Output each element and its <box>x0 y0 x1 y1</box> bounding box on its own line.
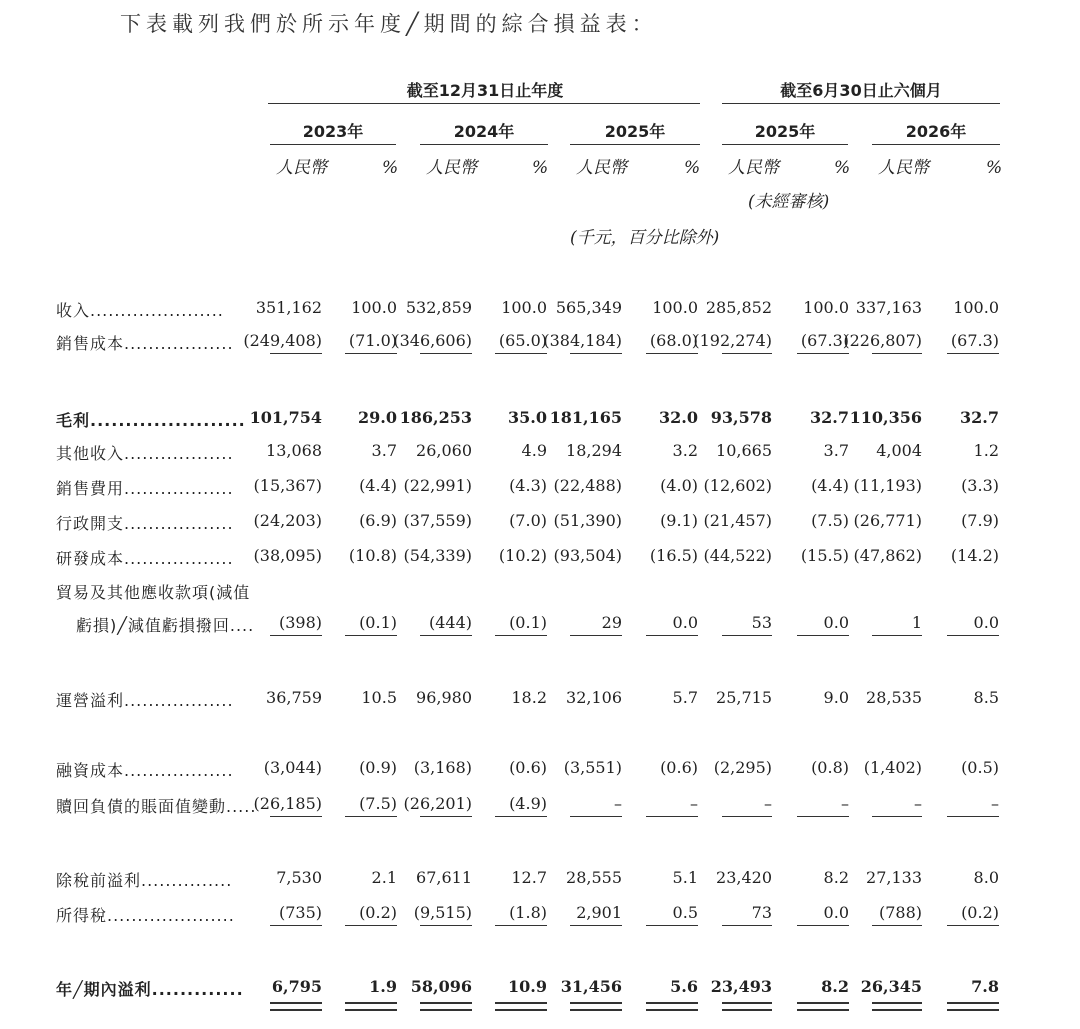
year-underline-2023 <box>270 144 396 145</box>
total-double-underline <box>722 1002 772 1011</box>
cell-amount: (26,771) <box>853 511 922 530</box>
cell-amount: (44,522) <box>703 546 772 565</box>
subtotal-underline <box>646 925 698 926</box>
subtotal-underline <box>420 925 472 926</box>
cell-percentage: (15.5) <box>800 546 849 565</box>
cell-amount: 67,611 <box>416 868 472 887</box>
cell-amount: 31,456 <box>560 977 622 996</box>
table-title: 下表載列我們於所示年度╱期間的綜合損益表： <box>120 12 658 36</box>
cell-percentage: (0.9) <box>359 758 397 777</box>
cell-percentage: (7.5) <box>811 511 849 530</box>
cell-amount: 2,901 <box>576 903 622 922</box>
currency-label: 人民幣 <box>426 158 477 178</box>
cell-percentage: (4.3) <box>509 476 547 495</box>
cell-amount: 6,795 <box>271 977 322 996</box>
cell-amount: 27,133 <box>866 868 922 887</box>
cell-amount: (51,390) <box>553 511 622 530</box>
cell-amount: 96,980 <box>416 688 472 707</box>
subtotal-underline <box>947 925 999 926</box>
cell-amount: 351,162 <box>255 298 322 317</box>
subtotal-underline <box>570 353 622 354</box>
subtotal-underline <box>570 816 622 817</box>
subtotal-underline <box>270 635 322 636</box>
cell-percentage: 29.0 <box>358 408 397 427</box>
cell-percentage: 10.5 <box>361 688 397 707</box>
cell-amount: (22,991) <box>403 476 472 495</box>
cell-percentage: 1.2 <box>973 441 999 460</box>
subtotal-underline <box>495 635 547 636</box>
subtotal-underline <box>797 353 849 354</box>
cell-percentage: 100.0 <box>953 298 999 317</box>
cell-amount: 7,530 <box>276 868 322 887</box>
subtotal-underline <box>495 353 547 354</box>
cell-percentage: 3.7 <box>823 441 849 460</box>
row-label: 毛利...................... <box>56 411 246 430</box>
cell-amount: 1 <box>911 613 922 632</box>
cell-amount: 26,345 <box>860 977 922 996</box>
cell-percentage: (4.4) <box>811 476 849 495</box>
row-label: 運營溢利.................. <box>56 691 234 710</box>
cell-amount: (444) <box>428 613 472 632</box>
subtotal-underline <box>270 353 322 354</box>
cell-percentage: 5.1 <box>672 868 698 887</box>
group-header-interim: 截至6月30日止六個月 <box>780 81 942 100</box>
cell-amount: (3,168) <box>413 758 472 777</box>
cell-amount: 73 <box>751 903 772 922</box>
cell-percentage: (7.5) <box>359 794 397 813</box>
cell-amount: 58,096 <box>410 977 472 996</box>
total-double-underline <box>570 1002 622 1011</box>
cell-percentage: 100.0 <box>652 298 698 317</box>
unaudited-note: (未經審核) <box>748 192 830 212</box>
row-label: 研發成本.................. <box>56 549 234 568</box>
cell-amount: (3,551) <box>563 758 622 777</box>
cell-percentage: 8.2 <box>821 977 849 996</box>
cell-amount: (2,295) <box>713 758 772 777</box>
subtotal-underline <box>947 635 999 636</box>
cell-amount: 565,349 <box>555 298 622 317</box>
subtotal-underline <box>495 816 547 817</box>
subtotal-underline <box>872 925 922 926</box>
subtotal-underline <box>797 816 849 817</box>
cell-amount: – <box>914 794 922 813</box>
cell-percentage: 10.9 <box>508 977 547 996</box>
cell-percentage: (7.9) <box>961 511 999 530</box>
pct-label: % <box>834 158 851 178</box>
cell-percentage: 100.0 <box>501 298 547 317</box>
units-note: (千元，百分比除外) <box>570 228 720 248</box>
cell-amount: (249,408) <box>243 331 322 350</box>
year-underline-2024 <box>420 144 548 145</box>
cell-amount: (37,559) <box>403 511 472 530</box>
row-label-continued: 虧損)╱減值虧損撥回.... <box>76 616 255 635</box>
subtotal-underline <box>646 816 698 817</box>
total-double-underline <box>345 1002 397 1011</box>
cell-percentage: 5.7 <box>672 688 698 707</box>
cell-amount: 93,578 <box>710 408 772 427</box>
cell-amount: 4,004 <box>876 441 922 460</box>
cell-amount: (21,457) <box>703 511 772 530</box>
cell-percentage: – <box>991 794 999 813</box>
cell-percentage: 2.1 <box>371 868 397 887</box>
cell-amount: 18,294 <box>566 441 622 460</box>
cell-percentage: (9.1) <box>660 511 698 530</box>
subtotal-underline <box>646 635 698 636</box>
cell-amount: (54,339) <box>403 546 472 565</box>
cell-amount: (12,602) <box>703 476 772 495</box>
cell-percentage: (7.0) <box>509 511 547 530</box>
row-label: 融資成本.................. <box>56 761 234 780</box>
subtotal-underline <box>570 925 622 926</box>
cell-amount: (735) <box>278 903 322 922</box>
pct-label: % <box>684 158 701 178</box>
cell-percentage: 1.9 <box>369 977 397 996</box>
cell-percentage: 0.0 <box>973 613 999 632</box>
row-label: 銷售成本.................. <box>56 334 234 353</box>
subtotal-underline <box>947 816 999 817</box>
cell-percentage: 7.8 <box>971 977 999 996</box>
cell-amount: 181,165 <box>549 408 622 427</box>
cell-percentage: (10.2) <box>498 546 547 565</box>
subtotal-underline <box>345 635 397 636</box>
subtotal-underline <box>797 635 849 636</box>
subtotal-underline <box>872 353 922 354</box>
total-double-underline <box>797 1002 849 1011</box>
cell-percentage: (10.8) <box>348 546 397 565</box>
subtotal-underline <box>345 353 397 354</box>
cell-percentage: 3.7 <box>371 441 397 460</box>
currency-label: 人民幣 <box>728 158 779 178</box>
row-label: 貿易及其他應收款項(減值 <box>56 583 251 602</box>
cell-percentage: 4.9 <box>521 441 547 460</box>
year-header-2025: 2025年 <box>604 122 666 141</box>
year-header-2023: 2023年 <box>302 122 364 141</box>
cell-percentage: 0.0 <box>672 613 698 632</box>
cell-percentage: 32.7 <box>960 408 999 427</box>
cell-amount: (3,044) <box>263 758 322 777</box>
currency-label: 人民幣 <box>276 158 327 178</box>
cell-amount: (26,201) <box>403 794 472 813</box>
cell-amount: 26,060 <box>416 441 472 460</box>
cell-amount: 36,759 <box>266 688 322 707</box>
pct-label: % <box>382 158 399 178</box>
cell-amount: 25,715 <box>716 688 772 707</box>
pct-label: % <box>532 158 549 178</box>
subtotal-underline <box>420 816 472 817</box>
cell-amount: 28,535 <box>866 688 922 707</box>
cell-percentage: (4.9) <box>509 794 547 813</box>
year-header-2024: 2024年 <box>453 122 515 141</box>
cell-amount: (398) <box>278 613 322 632</box>
cell-percentage: 35.0 <box>508 408 547 427</box>
row-label: 贖回負債的賬面值變動..... <box>56 797 257 816</box>
cell-amount: (192,274) <box>693 331 772 350</box>
cell-percentage: (67.3) <box>950 331 999 350</box>
cell-percentage: (68.0) <box>649 331 698 350</box>
cell-percentage: (0.6) <box>509 758 547 777</box>
cell-percentage: 8.2 <box>823 868 849 887</box>
cell-amount: 110,356 <box>849 408 922 427</box>
cell-percentage: (14.2) <box>950 546 999 565</box>
cell-amount: 101,754 <box>249 408 322 427</box>
cell-amount: 285,852 <box>705 298 772 317</box>
cell-amount: 32,106 <box>566 688 622 707</box>
cell-percentage: 32.7 <box>810 408 849 427</box>
cell-amount: – <box>614 794 622 813</box>
cell-percentage: – <box>841 794 849 813</box>
year-underline-2026 <box>872 144 1000 145</box>
cell-percentage: 0.5 <box>672 903 698 922</box>
cell-percentage: (6.9) <box>359 511 397 530</box>
subtotal-underline <box>270 816 322 817</box>
cell-amount: (226,807) <box>843 331 922 350</box>
subtotal-underline <box>345 925 397 926</box>
cell-percentage: (3.3) <box>961 476 999 495</box>
cell-percentage: (0.5) <box>961 758 999 777</box>
cell-percentage: (0.1) <box>509 613 547 632</box>
cell-percentage: 100.0 <box>351 298 397 317</box>
cell-percentage: – <box>690 794 698 813</box>
subtotal-underline <box>570 635 622 636</box>
cell-percentage: 32.0 <box>659 408 698 427</box>
cell-percentage: 0.0 <box>823 613 849 632</box>
cell-amount: (788) <box>878 903 922 922</box>
subtotal-underline <box>872 816 922 817</box>
subtotal-underline <box>872 635 922 636</box>
total-double-underline <box>947 1002 999 1011</box>
subtotal-underline <box>420 635 472 636</box>
cell-percentage: (4.0) <box>660 476 698 495</box>
cell-amount: (93,504) <box>553 546 622 565</box>
currency-label: 人民幣 <box>878 158 929 178</box>
cell-percentage: (0.6) <box>660 758 698 777</box>
cell-percentage: (4.4) <box>359 476 397 495</box>
row-label: 除稅前溢利............... <box>56 871 233 890</box>
subtotal-underline <box>345 816 397 817</box>
group-header-annual: 截至12月31日止年度 <box>406 81 564 100</box>
cell-percentage: 3.2 <box>672 441 698 460</box>
group-underline-annual <box>268 103 700 104</box>
cell-amount: (22,488) <box>553 476 622 495</box>
cell-percentage: 5.6 <box>670 977 698 996</box>
cell-amount: 186,253 <box>399 408 472 427</box>
subtotal-underline <box>797 925 849 926</box>
row-label: 所得稅..................... <box>56 906 235 925</box>
cell-percentage: (16.5) <box>649 546 698 565</box>
row-label: 年╱期內溢利............. <box>56 980 244 999</box>
cell-amount: (26,185) <box>253 794 322 813</box>
total-double-underline <box>646 1002 698 1011</box>
year-underline-2025-interim <box>722 144 848 145</box>
subtotal-underline <box>420 353 472 354</box>
cell-amount: 29 <box>601 613 622 632</box>
cell-amount: 28,555 <box>566 868 622 887</box>
cell-amount: (1,402) <box>863 758 922 777</box>
subtotal-underline <box>495 925 547 926</box>
cell-amount: 532,859 <box>405 298 472 317</box>
total-double-underline <box>420 1002 472 1011</box>
cell-percentage: (1.8) <box>509 903 547 922</box>
cell-amount: (11,193) <box>853 476 922 495</box>
subtotal-underline <box>947 353 999 354</box>
cell-percentage: (65.0) <box>498 331 547 350</box>
cell-percentage: (0.8) <box>811 758 849 777</box>
cell-amount: 23,420 <box>716 868 772 887</box>
row-label: 行政開支.................. <box>56 514 234 533</box>
total-double-underline <box>270 1002 322 1011</box>
cell-amount: (346,606) <box>393 331 472 350</box>
row-label: 收入...................... <box>56 301 224 320</box>
cell-percentage: 0.0 <box>823 903 849 922</box>
cell-percentage: 8.5 <box>973 688 999 707</box>
cell-percentage: 8.0 <box>973 868 999 887</box>
cell-percentage: 9.0 <box>823 688 849 707</box>
cell-percentage: (67.3) <box>800 331 849 350</box>
cell-amount: (47,862) <box>853 546 922 565</box>
cell-amount: (384,184) <box>543 331 622 350</box>
cell-percentage: 100.0 <box>803 298 849 317</box>
row-label: 銷售費用.................. <box>56 479 234 498</box>
subtotal-underline <box>722 816 772 817</box>
cell-percentage: (71.0) <box>348 331 397 350</box>
total-double-underline <box>495 1002 547 1011</box>
pct-label: % <box>986 158 1003 178</box>
cell-amount: (24,203) <box>253 511 322 530</box>
year-header-2025-interim: 2025年 <box>754 122 816 141</box>
cell-amount: 13,068 <box>266 441 322 460</box>
year-header-2026: 2026年 <box>905 122 967 141</box>
cell-amount: 337,163 <box>855 298 922 317</box>
cell-percentage: (0.1) <box>359 613 397 632</box>
cell-amount: (38,095) <box>253 546 322 565</box>
cell-percentage: (0.2) <box>359 903 397 922</box>
row-label: 其他收入.................. <box>56 444 234 463</box>
cell-percentage: (0.2) <box>961 903 999 922</box>
cell-amount: 53 <box>751 613 772 632</box>
subtotal-underline <box>722 635 772 636</box>
subtotal-underline <box>270 925 322 926</box>
cell-amount: 10,665 <box>716 441 772 460</box>
subtotal-underline <box>722 353 772 354</box>
cell-amount: (15,367) <box>253 476 322 495</box>
cell-percentage: 12.7 <box>511 868 547 887</box>
year-underline-2025 <box>570 144 700 145</box>
group-underline-interim <box>722 103 1000 104</box>
cell-percentage: 18.2 <box>511 688 547 707</box>
currency-label: 人民幣 <box>576 158 627 178</box>
cell-amount: (9,515) <box>413 903 472 922</box>
subtotal-underline <box>722 925 772 926</box>
cell-amount: 23,493 <box>710 977 772 996</box>
cell-amount: – <box>764 794 772 813</box>
total-double-underline <box>872 1002 922 1011</box>
subtotal-underline <box>646 353 698 354</box>
